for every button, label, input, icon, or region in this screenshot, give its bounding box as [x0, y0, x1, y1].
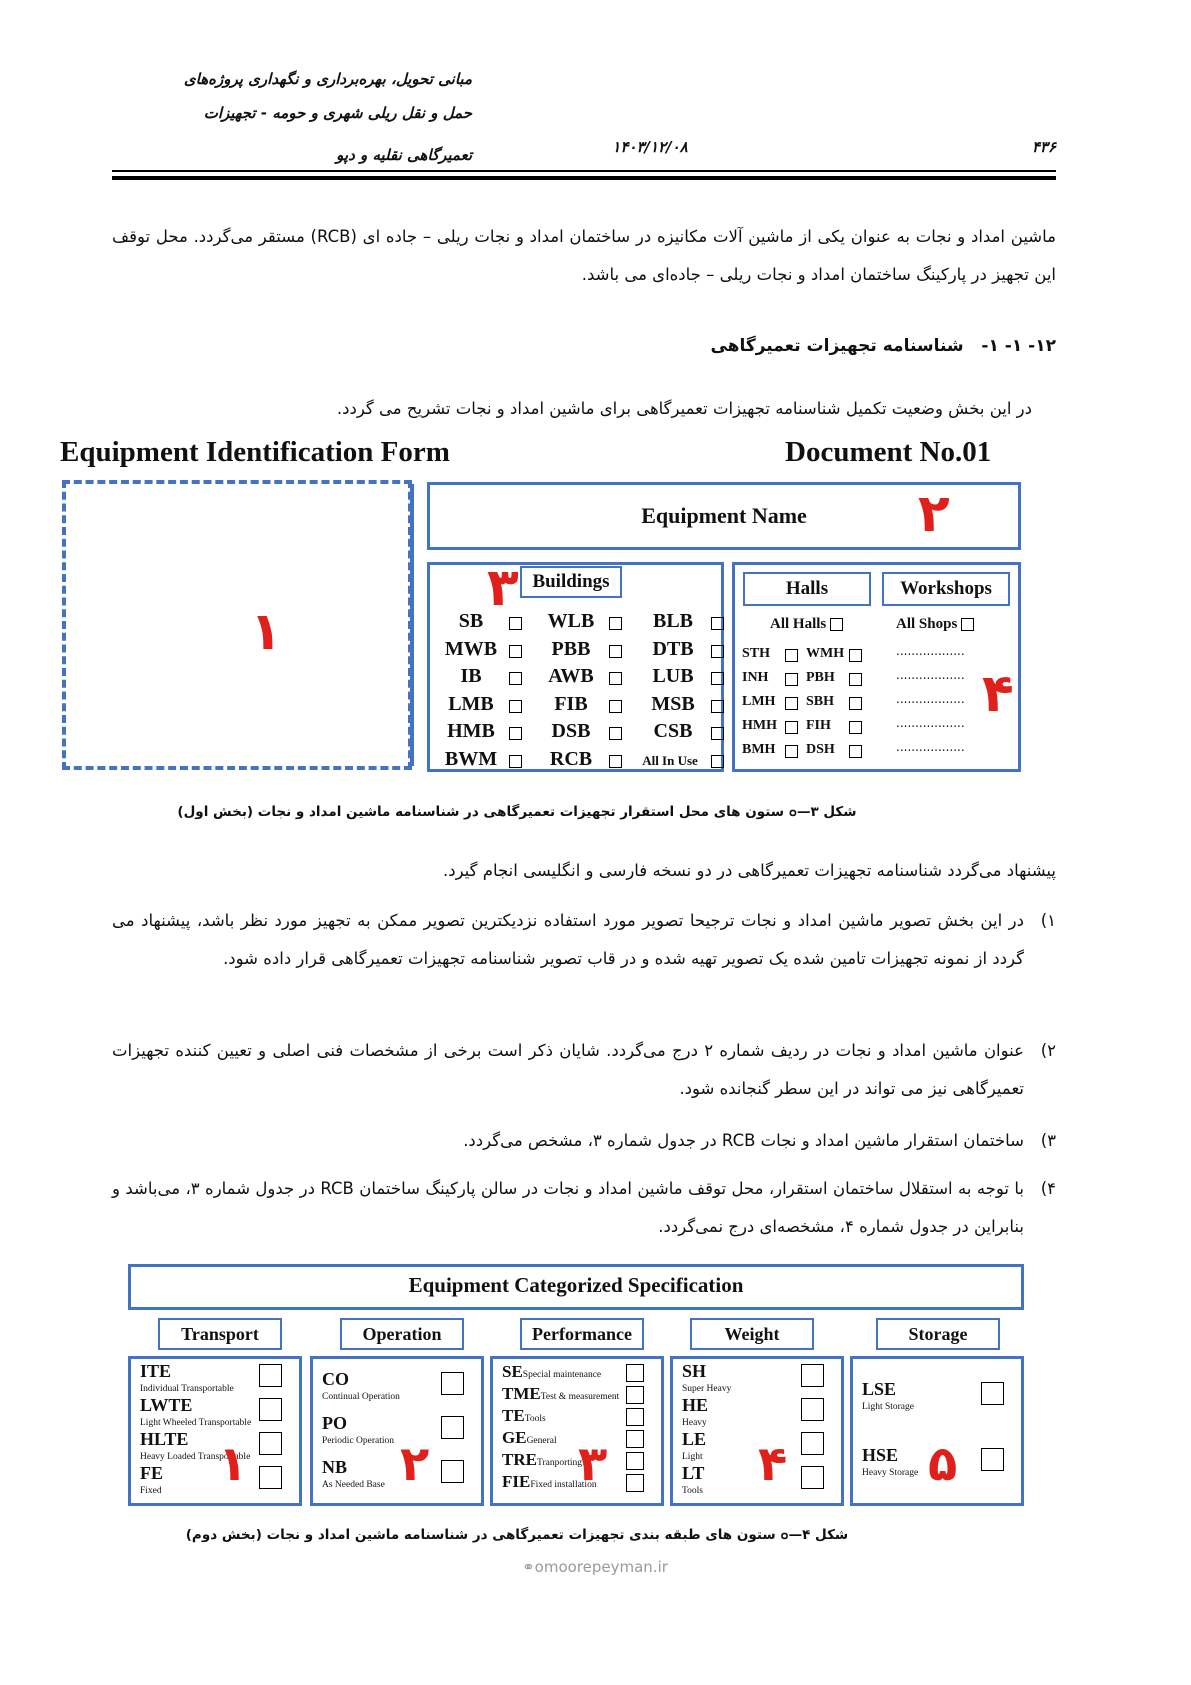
- all-halls-checkbox[interactable]: [830, 618, 843, 631]
- weight-desc: Heavy: [682, 1418, 707, 1428]
- building-checkbox[interactable]: [711, 727, 724, 740]
- buildings-label: Buildings: [520, 566, 622, 598]
- hall-code: SBH: [806, 694, 835, 709]
- building-code: All In Use: [642, 752, 698, 768]
- building-checkbox[interactable]: [609, 645, 622, 658]
- storage-desc: Heavy Storage: [862, 1468, 919, 1478]
- transport-desc: Individual Transportable: [140, 1384, 234, 1394]
- column-label-operation: Operation: [340, 1318, 464, 1350]
- operation-desc: Periodic Operation: [322, 1436, 395, 1446]
- performance-desc: Special maintenance: [522, 1370, 602, 1380]
- list-item-text: عنوان ماشین امداد و نجات در ردیف شماره ۲ درج می‌گردد. شایان ذکر است برخی از مشخصات فنی اصلی و تعیین کننده تجهیزات تعمیرگاهی نیز می تواند در این سطر گنجانده شود.: [112, 1041, 1024, 1098]
- form2-title: Equipment Categorized Specification: [408, 1273, 744, 1297]
- performance-desc: Tranporting: [536, 1458, 583, 1468]
- transport-code: HLTE: [140, 1429, 189, 1449]
- performance-code: GE: [502, 1428, 527, 1447]
- building-checkbox[interactable]: [609, 755, 622, 768]
- performance-checkbox[interactable]: [626, 1474, 644, 1492]
- weight-desc: Light: [682, 1452, 703, 1462]
- column-label-weight: Weight: [690, 1318, 814, 1350]
- halls-label: Halls: [743, 572, 871, 606]
- building-code: WLB: [547, 610, 595, 632]
- column-label-performance: Performance: [520, 1318, 644, 1350]
- all-shops: All Shops: [896, 616, 974, 633]
- transport-entry: [140, 1464, 163, 1500]
- weight-checkbox[interactable]: [801, 1466, 824, 1489]
- performance-code: TE: [502, 1406, 525, 1425]
- form1-doc-no: Document No.01: [785, 436, 992, 468]
- performance-checkbox[interactable]: [626, 1430, 644, 1448]
- storage-code: LSE: [862, 1379, 897, 1399]
- hall-code: FIH: [806, 718, 831, 733]
- building-code: LMB: [448, 692, 494, 715]
- hall-code: WMH: [806, 646, 845, 661]
- section-body: در این بخش وضعیت تکمیل شناسنامه تجهیزات تعمیرگاهی برای ماشین امداد و نجات تشریح می گردد.: [336, 399, 1032, 418]
- header-rule-bottom: [112, 176, 1056, 180]
- transport-entry: [140, 1362, 234, 1398]
- performance-checkbox[interactable]: [626, 1386, 644, 1404]
- transport-checkbox[interactable]: [259, 1398, 282, 1421]
- transport-entry: [140, 1396, 251, 1432]
- equipment-name-label: Equipment Name: [641, 503, 807, 528]
- workshop-line: ..................: [896, 740, 965, 754]
- form1-marker-2: ۲: [918, 484, 950, 544]
- building-checkbox[interactable]: [711, 645, 724, 658]
- operation-entry: [322, 1370, 400, 1406]
- performance-desc: Test & measurement: [540, 1392, 620, 1402]
- performance-entry: [502, 1406, 546, 1429]
- weight-code: LT: [682, 1463, 705, 1483]
- operation-code: CO: [322, 1369, 349, 1389]
- operation-desc: As Needed Base: [322, 1480, 385, 1490]
- operation-code: NB: [322, 1457, 348, 1477]
- all-shops-checkbox[interactable]: [961, 618, 974, 631]
- building-code: LUB: [652, 665, 694, 687]
- building-checkbox[interactable]: [609, 672, 622, 685]
- storage-entry: [862, 1446, 918, 1482]
- operation-checkbox[interactable]: [441, 1416, 464, 1439]
- form2-title-box: [128, 1264, 1024, 1310]
- hall-code: DSH: [806, 742, 835, 757]
- hall-code: STH: [742, 646, 771, 661]
- performance-desc: Tools: [524, 1414, 546, 1424]
- transport-checkbox[interactable]: [259, 1432, 282, 1455]
- building-code: BWM: [444, 747, 498, 770]
- form2-marker-5: ۵: [928, 1436, 958, 1492]
- list-item-text: با توجه به استقلال ساختمان استقرار، محل توقف ماشین امداد و نجات در سالن پارکینگ ساختمان RCB در جدول شماره ۳، می‌باشد و بنابراین در جدول شماره ۴، مشخصه‌ای درج نمی‌گردد.: [112, 1179, 1025, 1236]
- weight-desc: Super Heavy: [682, 1384, 732, 1394]
- building-checkbox[interactable]: [509, 617, 522, 630]
- building-code: PBB: [551, 637, 591, 660]
- hall-checkbox[interactable]: [849, 673, 862, 686]
- hall-checkbox[interactable]: [785, 721, 798, 734]
- hall-checkbox[interactable]: [849, 697, 862, 710]
- workshop-line: ..................: [896, 644, 965, 658]
- list-item-text: ساختمان استقرار ماشین امداد و نجات RCB در جدول شماره ۳، مشخص می‌گردد.: [463, 1131, 1024, 1150]
- workshop-line: ..................: [896, 716, 965, 730]
- hall-checkbox[interactable]: [785, 673, 798, 686]
- weight-code: SH: [682, 1361, 707, 1381]
- workshop-line: ..................: [896, 692, 965, 706]
- operation-checkbox[interactable]: [441, 1460, 464, 1483]
- storage-code: HSE: [862, 1445, 899, 1465]
- form1-marker-3: ۳: [487, 558, 519, 618]
- building-code: SB: [458, 610, 484, 632]
- transport-code: FE: [140, 1463, 164, 1483]
- globe-icon: ⚭: [522, 1558, 535, 1576]
- building-code: MWB: [444, 637, 498, 660]
- form1-marker-1: ۱: [250, 602, 282, 662]
- section-title: شناسنامه تجهیزات تعمیرگاهی: [710, 336, 964, 356]
- storage-desc: Light Storage: [862, 1402, 914, 1412]
- building-code: DTB: [652, 637, 694, 660]
- hall-code: BMH: [742, 742, 776, 757]
- watermark: ⚭omoorepeyman.ir: [522, 1558, 668, 1576]
- building-checkbox[interactable]: [509, 700, 522, 713]
- intro-paragraph: ماشین امداد و نجات به عنوان یکی از ماشین آلات مکانیزه در ساختمان امداد و نجات ریلی – جاده ای (RCB) مستقر می‌گردد. محل توقف این تجهیز در پارکینگ ساختمان امداد و نجات ریلی – جاده‌ای می باشد.: [112, 227, 1056, 284]
- building-code: CSB: [653, 720, 693, 742]
- storage-entry: [862, 1380, 914, 1416]
- header-title-line-2: حمل و نقل ریلی شهری و حومه - تجهیزات: [203, 104, 472, 122]
- weight-entry: [682, 1430, 706, 1466]
- building-checkbox[interactable]: [609, 727, 622, 740]
- hall-code: HMH: [742, 718, 777, 733]
- form1-divider: [410, 484, 414, 766]
- performance-entry: [502, 1384, 619, 1407]
- equipment-image-frame: [62, 480, 412, 770]
- building-code: DSB: [551, 720, 591, 742]
- hall-checkbox[interactable]: [849, 745, 862, 758]
- transport-desc: Fixed: [140, 1486, 162, 1496]
- performance-code: FIE: [502, 1472, 531, 1491]
- hall-code: LMH: [742, 694, 776, 709]
- building-code: HMB: [447, 720, 495, 742]
- list-item-number: ۱): [1040, 911, 1056, 930]
- form2-marker-2: ۲: [400, 1436, 430, 1492]
- form1-marker-4: ۴: [982, 664, 1014, 724]
- transport-code: ITE: [140, 1361, 172, 1381]
- performance-checkbox[interactable]: [626, 1452, 644, 1470]
- storage-checkbox[interactable]: [981, 1448, 1004, 1471]
- transport-checkbox[interactable]: [259, 1364, 282, 1387]
- list-item-number: ۳): [1040, 1131, 1056, 1150]
- section-number: ۱۲- ۱- ۱-: [981, 336, 1056, 356]
- transport-checkbox[interactable]: [259, 1466, 282, 1489]
- building-checkbox[interactable]: [711, 672, 724, 685]
- weight-checkbox[interactable]: [801, 1432, 824, 1455]
- header-title-line-3: تعمیرگاهی نقلیه و دپو: [336, 146, 472, 164]
- building-code: IB: [460, 665, 482, 687]
- performance-entry: [502, 1428, 557, 1451]
- building-code: RCB: [549, 747, 593, 770]
- building-checkbox[interactable]: [711, 617, 724, 630]
- figure-caption-2: شکل ๐—۴ ستون های طبقه بندی تجهیزات تعمیرگاهی در شناسنامه ماشین امداد و نجات (بخش دوم): [185, 1527, 849, 1543]
- hall-checkbox[interactable]: [849, 649, 862, 662]
- weight-entry: [682, 1464, 704, 1500]
- building-code: BLB: [652, 610, 694, 632]
- performance-code: SE: [502, 1362, 523, 1381]
- building-checkbox[interactable]: [509, 672, 522, 685]
- performance-checkbox[interactable]: [626, 1364, 644, 1382]
- header-date: ۱۴۰۳/۱۲/۰۸: [612, 138, 688, 156]
- building-checkbox[interactable]: [509, 645, 522, 658]
- building-code: MSB: [651, 692, 695, 715]
- building-code: FIB: [554, 692, 588, 715]
- operation-code: PO: [322, 1413, 347, 1433]
- list-item-text: در این بخش تصویر ماشین امداد و نجات ترجیحا تصویر مورد استفاده نزدیکترین تصویر ممکن به تجهیز مورد نظر باشد، پیشنهاد می گردد از نمونه تجهیزات تامین شده یک تصویر تهیه شده و در قاب تصویر شناسنامه تجهیزات تعمیرگاهی قرار داده شود.: [112, 911, 1024, 968]
- performance-code: TME: [502, 1384, 541, 1403]
- weight-code: LE: [682, 1429, 707, 1449]
- storage-checkbox[interactable]: [981, 1382, 1004, 1405]
- column-label-storage: Storage: [876, 1318, 1000, 1350]
- building-checkbox[interactable]: [609, 617, 622, 630]
- weight-checkbox[interactable]: [801, 1364, 824, 1387]
- list-item-number: ۴): [1040, 1179, 1056, 1198]
- hall-code: INH: [742, 670, 769, 685]
- form2-marker-1: ۱: [218, 1436, 248, 1492]
- building-checkbox[interactable]: [509, 755, 522, 768]
- building-code: AWB: [548, 665, 594, 687]
- operation-entry: [322, 1414, 394, 1450]
- column-label-transport: Transport: [158, 1318, 282, 1350]
- section-heading: [600, 336, 1056, 356]
- operation-desc: Continual Operation: [322, 1392, 400, 1402]
- form2-marker-3: ۳: [578, 1436, 608, 1492]
- workshops-label: Workshops: [882, 572, 1010, 606]
- suggestion-paragraph: پیشنهاد می‌گردد شناسنامه تجهیزات تعمیرگاهی در دو نسخه فارسی و انگلیسی انجام گیرد.: [442, 861, 1056, 880]
- weight-code: HE: [682, 1395, 709, 1415]
- performance-desc: Fixed installation: [530, 1480, 597, 1490]
- building-checkbox[interactable]: [711, 700, 724, 713]
- performance-desc: General: [526, 1436, 557, 1446]
- building-checkbox[interactable]: [711, 755, 724, 768]
- workshop-line: ..................: [896, 668, 965, 682]
- header-page-number: ۴۳۶: [1031, 138, 1056, 156]
- weight-entry: [682, 1362, 731, 1398]
- figure-caption-1: شکل ๐—۳ ستون های محل استقرار تجهیزات تعمیرگاهی در شناسنامه ماشین امداد و نجات (بخش اول): [177, 804, 857, 820]
- all-halls: All Halls: [770, 616, 843, 633]
- list-item-number: ۲): [1040, 1041, 1056, 1060]
- transport-desc: Light Wheeled Transportable: [140, 1418, 252, 1428]
- transport-desc: Heavy Loaded Transportable: [140, 1452, 251, 1462]
- hall-checkbox[interactable]: [785, 745, 798, 758]
- form1-title: Equipment Identification Form: [60, 436, 450, 468]
- performance-entry: [502, 1362, 601, 1385]
- hall-checkbox[interactable]: [849, 721, 862, 734]
- header-rule-top: [112, 170, 1056, 172]
- weight-checkbox[interactable]: [801, 1398, 824, 1421]
- performance-checkbox[interactable]: [626, 1408, 644, 1426]
- performance-code: TRE: [502, 1450, 537, 1469]
- weight-desc: Tools: [682, 1486, 703, 1496]
- hall-checkbox[interactable]: [785, 649, 798, 662]
- operation-entry: [322, 1458, 385, 1494]
- form2-marker-4: ۴: [758, 1436, 788, 1492]
- hall-checkbox[interactable]: [785, 697, 798, 710]
- hall-code: PBH: [806, 670, 835, 685]
- weight-entry: [682, 1396, 708, 1432]
- building-checkbox[interactable]: [609, 700, 622, 713]
- performance-entry: [502, 1450, 582, 1473]
- building-checkbox[interactable]: [509, 727, 522, 740]
- operation-checkbox[interactable]: [441, 1372, 464, 1395]
- transport-code: LWTE: [140, 1395, 193, 1415]
- header-title-line-1: مبانی تحویل، بهره‌برداری و نگهداری پروژه‌های: [183, 70, 472, 88]
